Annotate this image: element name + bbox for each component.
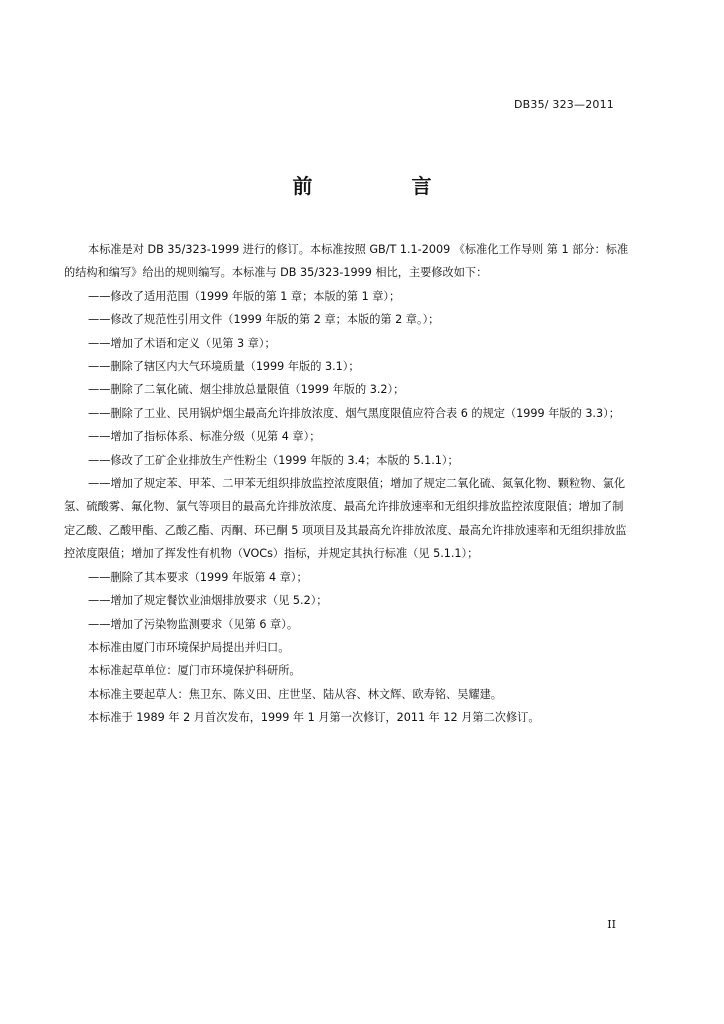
paragraph: 本标准起草单位：厦门市环境保护科研所。: [88, 664, 301, 678]
paragraph: ——修改了工矿企业排放生产性粉尘（1999 年版的 3.4；本版的 5.1.1）；: [88, 453, 459, 467]
paragraph: ——增加了规定苯、甲苯、二甲苯无组织排放监控浓度限值；增加了规定二氧化硫、氮氧化物、颗粒物、氯化氢、硫酸雾、氟化物、氯气等项目的最高允许排放浓度、最高允许排放速率和无组织排放监控浓度限值；增加了制定乙酸、乙酸甲酯、乙酸乙酯、丙酮、环已酮 5 项项目及其最高允许排放浓度、最高允许排放速率和无组织排放监控浓度限值；增加了挥发性有机物（VOCs）指标，并规定其执行标准（见 5.1.1）；: [64, 477, 627, 561]
paragraph: ——删除了辖区内大气环境质量（1999 年版的 3.1）；: [88, 360, 360, 374]
paragraph: ——删除了二氧化硫、烟尘排放总量限值（1999 年版的 3.2）；: [88, 383, 405, 397]
paragraph: 本标准是对 DB 35/323-1999 进行的修订。本标准按照 GB/T 1.1-2009 《标准化工作导则 第 1 部分：标准的结构和编写》给出的规则编写。本标准与 DB 35/323-1999 相比，主要修改如下：: [64, 243, 629, 280]
paragraph: ——增加了规定餐饮业油烟排放要求（见 5.2）；: [88, 594, 328, 608]
paragraph: ——删除了工业、民用锅炉烟尘最高允许排放浓度、烟气黑度限值应符合表 6 的规定（1999 年版的 3.3）；: [88, 406, 620, 420]
foreword-body: [64, 238, 632, 730]
paragraph: ——增加了污染物监测要求（见第 6 章）。: [88, 617, 299, 631]
paragraph: ——修改了规范性引用文件（1999 年版的第 2 章；本版的第 2 章。）；: [88, 313, 440, 327]
paragraph: ——增加了术语和定义（见第 3 章）；: [88, 336, 276, 350]
paragraph: ——删除了其本要求（1999 年版第 4 章）；: [88, 570, 308, 584]
paragraph: 本标准由厦门市环境保护局提出并归口。: [88, 640, 290, 654]
paragraph: ——增加了指标体系、标准分级（见第 4 章）；: [88, 430, 321, 444]
page-number: II: [607, 918, 616, 931]
paragraph: ——修改了适用范围（1999 年版的第 1 章；本版的第 1 章）；: [88, 289, 401, 303]
paragraph: 本标准于 1989 年 2 月首次发布，1999 年 1 月第一次修订，2011 年 12 月第二次修订。: [88, 711, 540, 725]
page-title: 前 言: [292, 174, 478, 198]
document-code: DB35/ 323—2011: [513, 98, 614, 111]
paragraph: 本标准主要起草人：焦卫东、陈义田、庄世坚、陆从容、林文辉、欧寿铭、吴耀建。: [88, 687, 502, 701]
